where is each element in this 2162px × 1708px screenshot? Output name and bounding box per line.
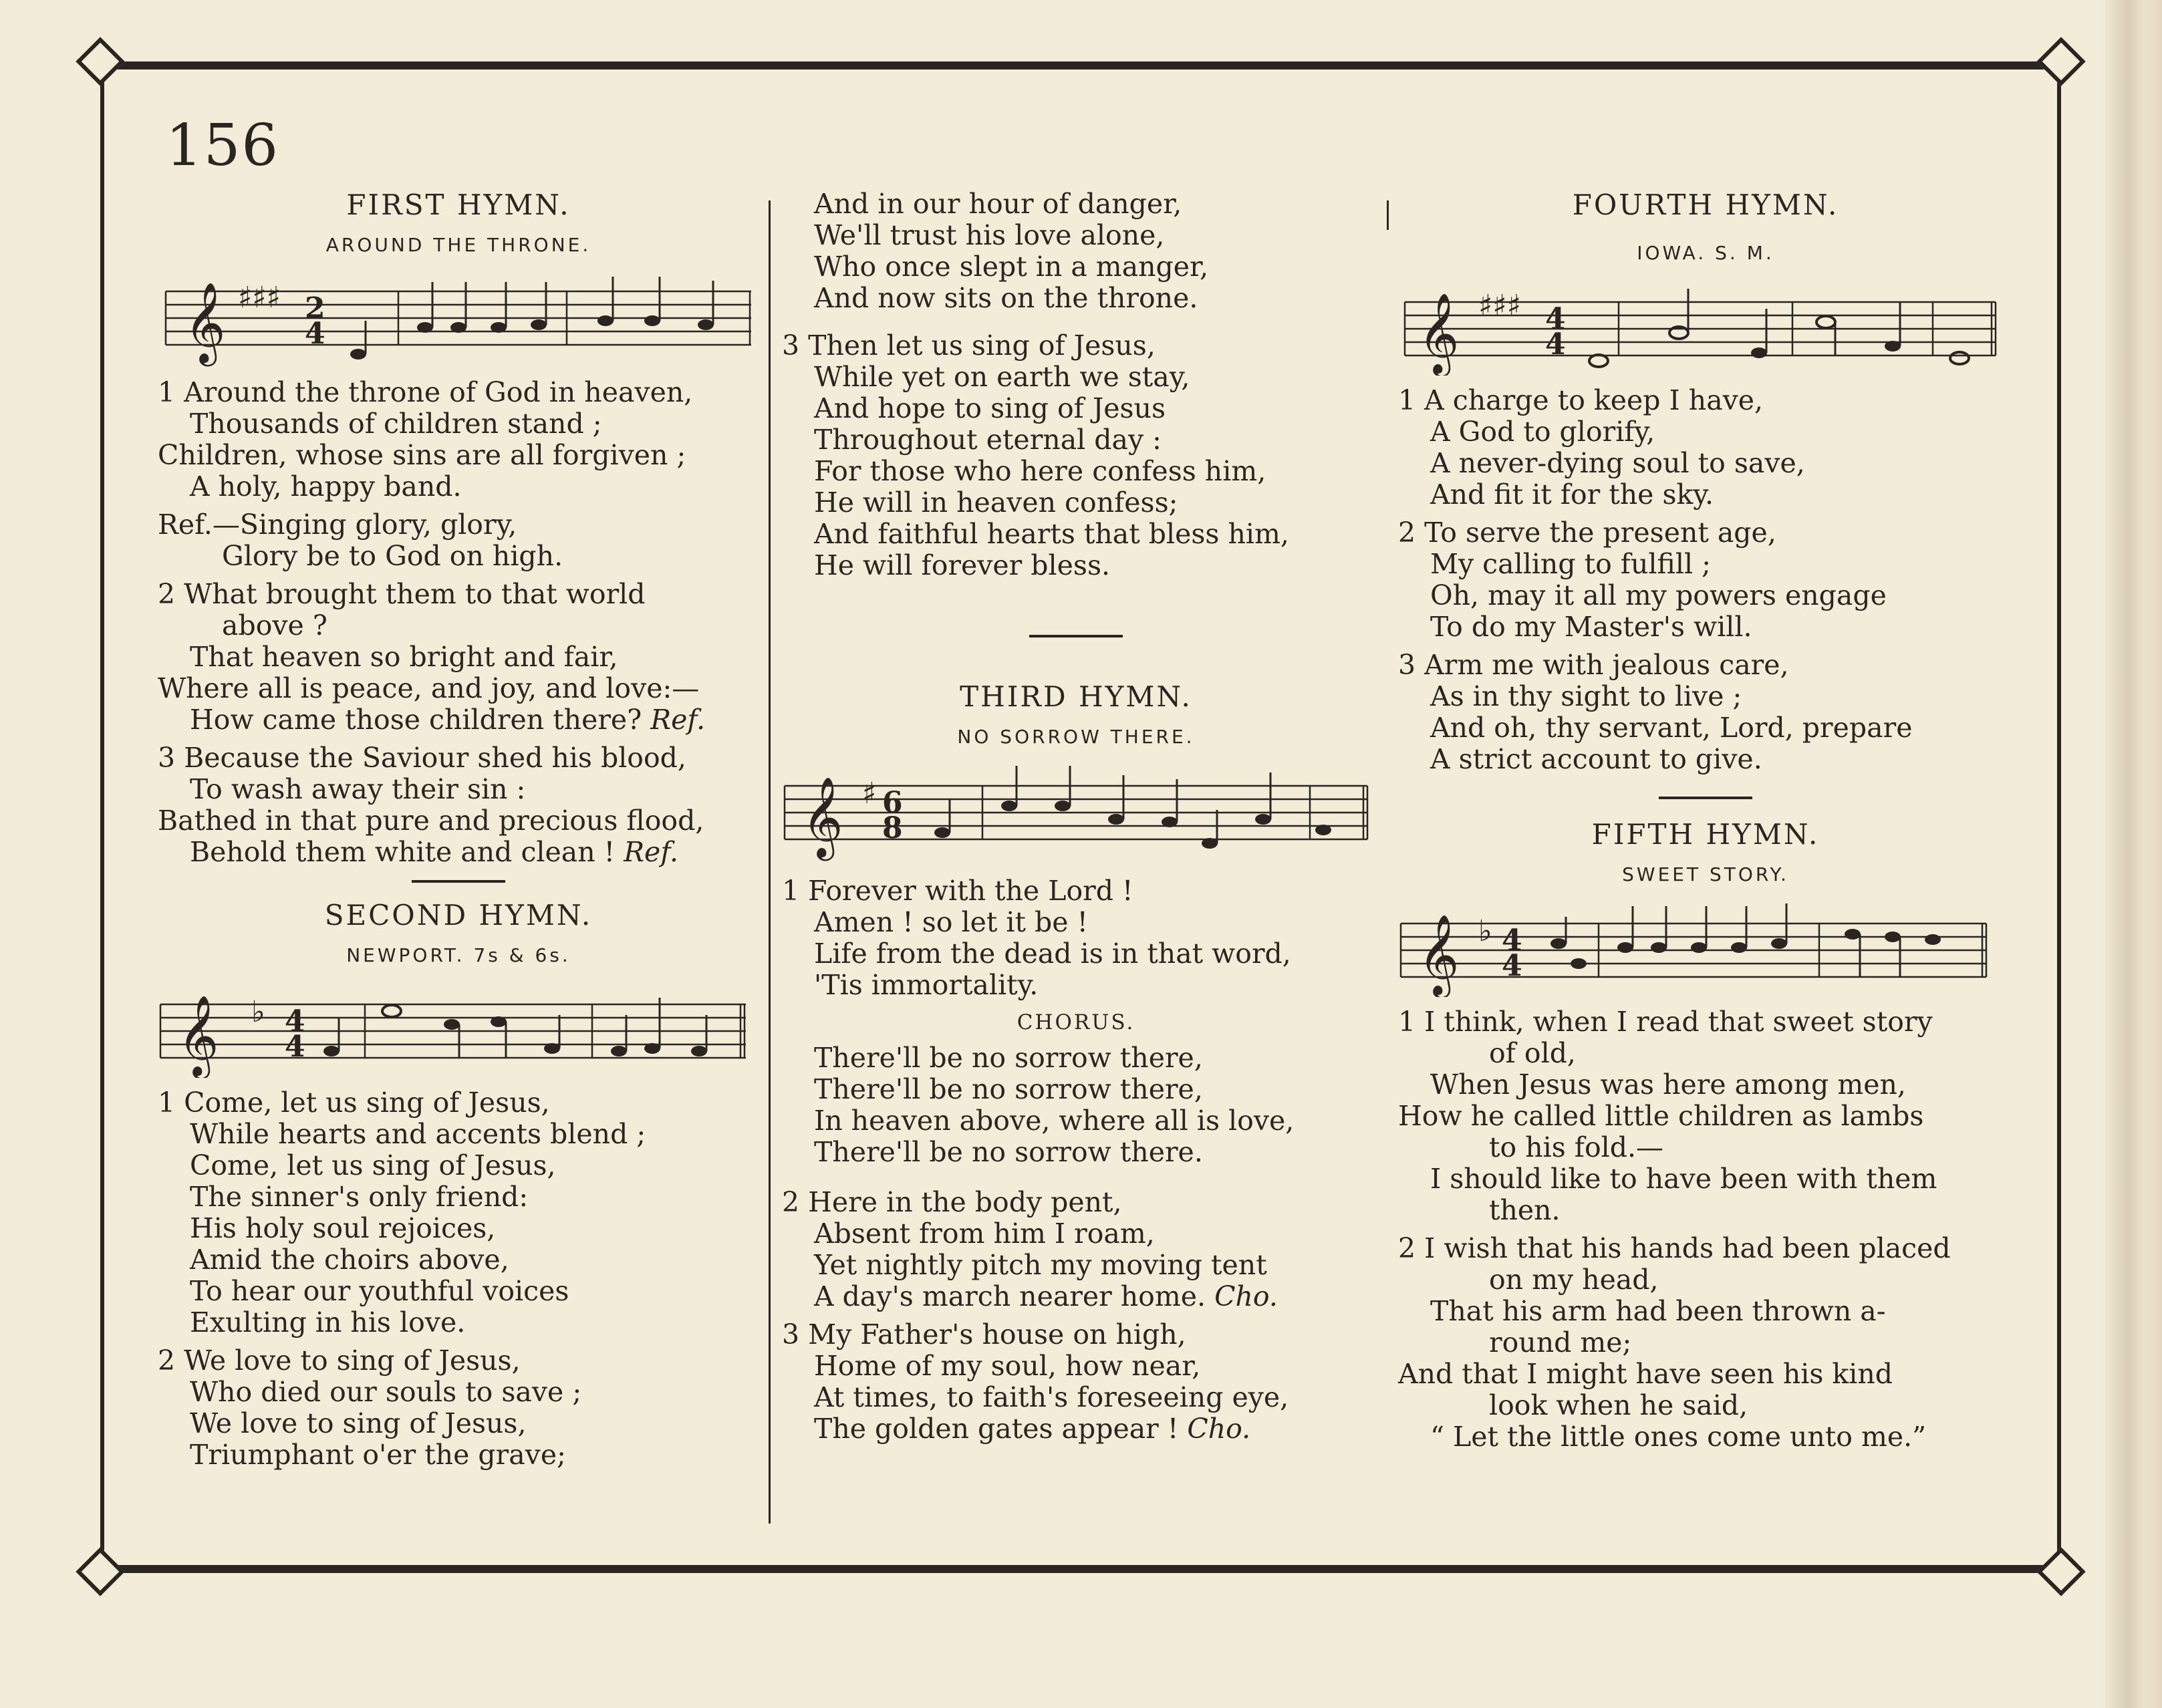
lyric-line: Triumphant o'er the grave;	[190, 1439, 566, 1471]
column-right	[1398, 188, 2013, 1459]
lyric-text: A day's march nearer home.	[814, 1280, 1206, 1312]
lyric-line	[782, 1281, 1370, 1312]
lyric-line: The sinner's only friend:	[190, 1181, 529, 1213]
tune-name: NO SORROW THERE.	[957, 726, 1195, 748]
svg-text:4: 4	[1502, 923, 1522, 958]
hymn-title: FIRST HYMN.	[346, 188, 571, 221]
lyric-line: While hearts and accents blend ;	[190, 1118, 646, 1150]
column-middle	[782, 188, 1370, 1451]
section-divider	[412, 880, 505, 883]
lyric-line: 3 Arm me with jealous care,	[1398, 649, 1789, 681]
lyric-line: Life from the dead is in that word,	[814, 938, 1291, 970]
tune-name: SWEET STORY.	[1622, 863, 1789, 885]
lyric-line: 1 Around the throne of God in heaven,	[158, 376, 693, 408]
lyric-line: Children, whose sins are all forgiven ;	[158, 439, 686, 471]
lyric-line	[782, 1413, 1370, 1445]
lyric-line: 3 My Father's house on high,	[782, 1318, 1186, 1350]
hymn-title: SECOND HYMN.	[324, 899, 593, 932]
lyric-line: While yet on earth we stay,	[814, 361, 1190, 393]
lyric-line: And fit it for the sky.	[1430, 478, 1714, 511]
svg-text:6: 6	[882, 786, 903, 820]
lyric-line: I should like to have been with them	[1430, 1163, 1937, 1195]
svg-text:♯♯♯: ♯♯♯	[238, 281, 281, 315]
tune-name: NEWPORT. 7s & 6s.	[346, 944, 571, 966]
lyric-line: round me;	[1489, 1326, 1632, 1359]
lyric-line: to his fold.—	[1489, 1131, 1664, 1163]
lyric-line: To wash away their sin :	[190, 773, 526, 805]
lyric-line: Exulting in his love.	[190, 1306, 466, 1338]
lyric-line: 1 A charge to keep I have,	[1398, 384, 1764, 416]
lyric-line: 2 Here in the body pent,	[782, 1186, 1122, 1218]
svg-text:4: 4	[1545, 302, 1566, 336]
lyric-line: Amen ! so let it be !	[814, 906, 1088, 938]
lyric-line: then.	[1489, 1194, 1561, 1226]
svg-text:𝄞: 𝄞	[802, 776, 843, 857]
lyric-line: 2 I wish that his hands had been placed	[1398, 1232, 1951, 1264]
section-divider	[1029, 635, 1123, 637]
lyric-line: 1 Come, let us sing of Jesus,	[158, 1087, 550, 1119]
lyric-line: There'll be no sorrow there.	[814, 1136, 1203, 1168]
verse	[158, 1345, 759, 1471]
lyric-line: Who once slept in a manger,	[814, 251, 1209, 283]
lyric-line: And oh, thy servant, Lord, prepare	[1430, 712, 1913, 744]
lyric-line: 2 To serve the present age,	[1398, 517, 1776, 549]
svg-text:♭: ♭	[1478, 914, 1492, 948]
refrain-marker: Ref.	[650, 704, 706, 736]
lyric-line: “ Let the little ones come unto me.”	[1430, 1421, 1927, 1453]
lyric-line: above ?	[222, 609, 327, 642]
svg-text:4: 4	[285, 1030, 305, 1064]
lyric-line: That his arm had been thrown a-	[1430, 1295, 1886, 1327]
lyric-line: Throughout eternal day :	[814, 424, 1162, 456]
music-staff	[1398, 275, 2013, 376]
lyric-line: A holy, happy band.	[190, 470, 462, 503]
svg-text:♯♯♯: ♯♯♯	[1478, 289, 1521, 323]
lyric-line: Oh, may it all my powers engage	[1430, 579, 1887, 611]
svg-text:4: 4	[1502, 949, 1522, 983]
hymn-title: FIFTH HYMN.	[1591, 818, 1820, 851]
lyric-line	[158, 837, 759, 868]
lyric-line: A God to glorify,	[1430, 416, 1655, 448]
music-staff	[1398, 897, 2013, 997]
chorus	[782, 1042, 1370, 1168]
lyric-line: And now sits on the throne.	[814, 282, 1198, 314]
page-number: 156	[166, 112, 280, 179]
lyric-line: When Jesus was here among men,	[1430, 1069, 1906, 1101]
lyric-line: How he called little children as lambs	[1398, 1100, 1924, 1132]
lyric-line: on my head,	[1489, 1264, 1659, 1296]
verse	[158, 742, 759, 868]
lyric-line: He will forever bless.	[814, 549, 1111, 581]
lyric-line: We'll trust his love alone,	[814, 219, 1165, 251]
lyric-line: We love to sing of Jesus,	[190, 1407, 527, 1439]
lyric-line: Absent from him I roam,	[814, 1218, 1155, 1250]
svg-text:8: 8	[882, 811, 903, 845]
verse	[158, 1087, 759, 1338]
lyric-line	[158, 704, 759, 736]
chorus-marker: Cho.	[1187, 1413, 1251, 1445]
svg-text:𝄞: 𝄞	[178, 994, 219, 1076]
verse	[782, 875, 1370, 1001]
lyric-line: And hope to sing of Jesus	[814, 392, 1166, 424]
lyric-line: And that I might have seen his kind	[1398, 1358, 1893, 1390]
lyric-text: The golden gates appear !	[814, 1413, 1179, 1445]
column-divider	[769, 200, 771, 1524]
verse	[782, 330, 1370, 581]
svg-text:𝄞: 𝄞	[1418, 292, 1460, 374]
verse	[1398, 1233, 2013, 1453]
lyric-line: 2 We love to sing of Jesus,	[158, 1344, 521, 1377]
verse	[1398, 650, 2013, 775]
lyric-line: To hear our youthful voices	[190, 1275, 569, 1307]
lyric-line: 1 I think, when I read that sweet story	[1398, 1006, 1933, 1038]
lyric-line: At times, to faith's foreseeing eye,	[814, 1381, 1289, 1413]
svg-text:♯: ♯	[862, 776, 877, 811]
lyric-line: 2 What brought them to that world	[158, 578, 646, 610]
lyric-line: That heaven so bright and fair,	[190, 641, 618, 673]
lyric-line: He will in heaven confess;	[814, 486, 1178, 519]
lyric-line: His holy soul rejoices,	[190, 1212, 496, 1244]
page-edge	[2105, 0, 2162, 1708]
lyric-line: In heaven above, where all is love,	[814, 1105, 1295, 1137]
lyric-line: 3 Because the Saviour shed his blood,	[158, 742, 686, 774]
lyric-line: Home of my soul, how near,	[814, 1350, 1201, 1382]
svg-text:2: 2	[305, 291, 325, 325]
lyric-line: look when he said,	[1489, 1389, 1748, 1421]
verse	[1398, 517, 2013, 643]
lyric-line: To do my Master's will.	[1430, 611, 1752, 643]
svg-text:𝄞: 𝄞	[184, 281, 226, 363]
verse	[782, 188, 1370, 314]
column-left	[158, 188, 759, 1477]
svg-text:4: 4	[1545, 327, 1566, 362]
lyric-line: Who died our souls to save ;	[190, 1376, 582, 1408]
lyric-line: There'll be no sorrow there,	[814, 1073, 1203, 1105]
verse	[158, 579, 759, 736]
lyric-line: There'll be no sorrow there,	[814, 1042, 1203, 1074]
lyric-line: For those who here confess him,	[814, 455, 1266, 487]
lyric-line: Glory be to God on high.	[222, 540, 563, 572]
svg-text:4: 4	[305, 317, 325, 351]
hymn-title: THIRD HYMN.	[960, 680, 1192, 713]
lyric-line: A never-dying soul to save,	[1430, 447, 1805, 479]
music-staff	[158, 267, 759, 368]
tune-name: AROUND THE THRONE.	[325, 234, 591, 256]
svg-text:𝄞: 𝄞	[1418, 913, 1460, 995]
verse	[158, 377, 759, 503]
music-staff	[782, 759, 1370, 866]
lyric-line: Where all is peace, and joy, and love:—	[158, 672, 700, 704]
tune-name: IOWA. S. M.	[1637, 242, 1774, 264]
lyric-text: Behold them white and clean !	[190, 836, 616, 868]
chorus-label: CHORUS.	[1017, 1010, 1135, 1034]
lyric-line: And in our hour of danger,	[814, 188, 1182, 220]
lyric-text: How came those children there?	[190, 704, 642, 736]
lyric-line: Amid the choirs above,	[190, 1244, 509, 1276]
lyric-line: As in thy sight to live ;	[1430, 680, 1742, 712]
lyric-line: of old,	[1489, 1037, 1576, 1069]
verse	[1398, 1006, 2013, 1226]
music-staff	[158, 978, 759, 1078]
verse	[1398, 385, 2013, 511]
lyric-line: 'Tis immortality.	[814, 969, 1039, 1001]
refrain	[158, 509, 759, 572]
lyric-line: Come, let us sing of Jesus,	[190, 1149, 556, 1181]
hymn-title: FOURTH HYMN.	[1572, 188, 1839, 221]
lyric-line: 3 Then let us sing of Jesus,	[782, 329, 1156, 362]
lyric-line: Ref.—Singing glory, glory,	[158, 509, 517, 541]
refrain-marker: Ref.	[624, 836, 679, 868]
column-divider	[1387, 200, 1389, 230]
lyric-line: My calling to fulfill ;	[1430, 548, 1711, 580]
lyric-line: 1 Forever with the Lord !	[782, 875, 1133, 907]
verse	[782, 1187, 1370, 1312]
lyric-line: And faithful hearts that bless him,	[814, 518, 1289, 550]
section-divider	[1659, 797, 1752, 799]
lyric-line: A strict account to give.	[1430, 743, 1762, 775]
lyric-line: Yet nightly pitch my moving tent	[814, 1249, 1267, 1281]
svg-text:4: 4	[285, 1004, 305, 1038]
lyric-line: Thousands of children stand ;	[190, 408, 602, 440]
chorus-marker: Cho.	[1214, 1280, 1278, 1312]
lyric-line: Bathed in that pure and precious flood,	[158, 805, 704, 837]
verse	[782, 1319, 1370, 1445]
svg-text:♭: ♭	[251, 995, 265, 1029]
